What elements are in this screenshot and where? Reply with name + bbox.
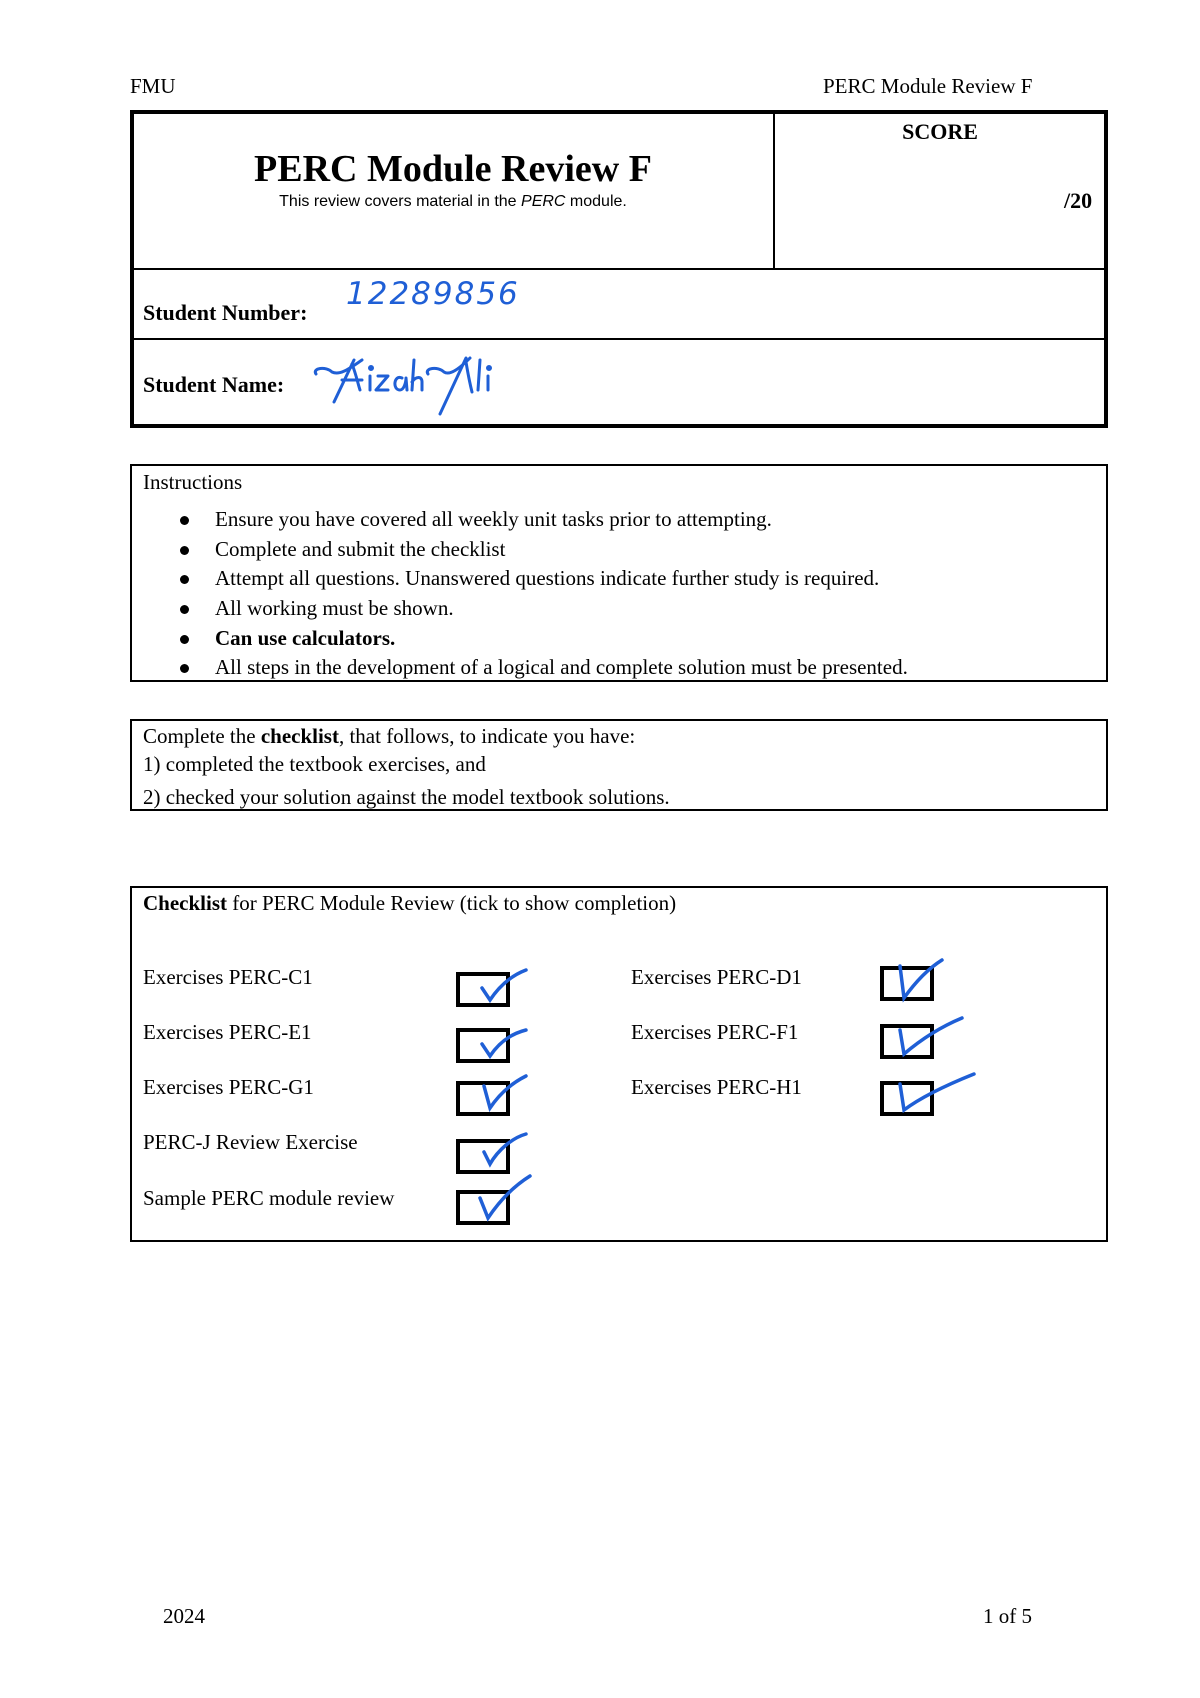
student-name-label: Student Name: — [143, 372, 285, 397]
student-number-label: Student Number: — [143, 300, 308, 325]
tick-icon — [892, 1012, 972, 1060]
tick-icon — [476, 1124, 532, 1174]
list-item: Ensure you have covered all weekly unit tasks prior to attempting. — [215, 507, 772, 532]
page-title: PERC Module Review F — [254, 148, 652, 190]
header-left: FMU — [130, 74, 176, 98]
page-number: 1 of 5 — [983, 1604, 1032, 1628]
checklist-label-perc-c1: Exercises PERC-C1 — [143, 965, 313, 989]
instructions-heading: Instructions — [143, 470, 243, 494]
checklist-label-perc-d1: Exercises PERC-D1 — [631, 965, 802, 989]
checklist-label-perc-j: PERC-J Review Exercise — [143, 1130, 358, 1154]
list-item: Can use calculators. — [215, 626, 395, 651]
checklist-label-perc-h1: Exercises PERC-H1 — [631, 1075, 802, 1099]
tick-icon — [476, 966, 532, 1010]
list-item: Complete and submit the checklist — [215, 537, 505, 562]
tick-icon — [892, 956, 948, 1004]
score-label: SCORE — [902, 119, 978, 144]
list-item: All steps in the development of a logical and complete solution must be presented. — [215, 655, 908, 680]
checklist-note-line3: 2) checked your solution against the model textbook solutions. — [143, 785, 670, 809]
list-item: Attempt all questions. Unanswered questions indicate further study is required. — [215, 566, 879, 591]
checklist-note-line1: Complete the checklist, that follows, to indicate you have: — [143, 724, 636, 748]
student-name-signature — [310, 350, 520, 420]
checklist-label-perc-g1: Exercises PERC-G1 — [143, 1075, 314, 1099]
checklist-note-line2: 1) completed the textbook exercises, and — [143, 752, 486, 776]
checklist-label-perc-e1: Exercises PERC-E1 — [143, 1020, 312, 1044]
checklist-heading: Checklist for PERC Module Review (tick to show completion) — [143, 891, 677, 915]
tick-icon — [470, 1170, 534, 1228]
student-number-value: 12289856 — [346, 276, 520, 312]
checklist-label-sample: Sample PERC module review — [143, 1186, 395, 1210]
header-right: PERC Module Review F — [823, 74, 1033, 98]
tick-icon — [476, 1072, 532, 1116]
list-item: All working must be shown. — [215, 596, 454, 621]
tick-icon — [892, 1068, 982, 1116]
tick-icon — [476, 1022, 532, 1066]
footer-year: 2024 — [163, 1604, 205, 1628]
score-total: /20 — [1064, 188, 1093, 213]
page-subtitle: This review covers material in the PERC module. — [279, 193, 627, 210]
checklist-label-perc-f1: Exercises PERC-F1 — [631, 1020, 799, 1044]
